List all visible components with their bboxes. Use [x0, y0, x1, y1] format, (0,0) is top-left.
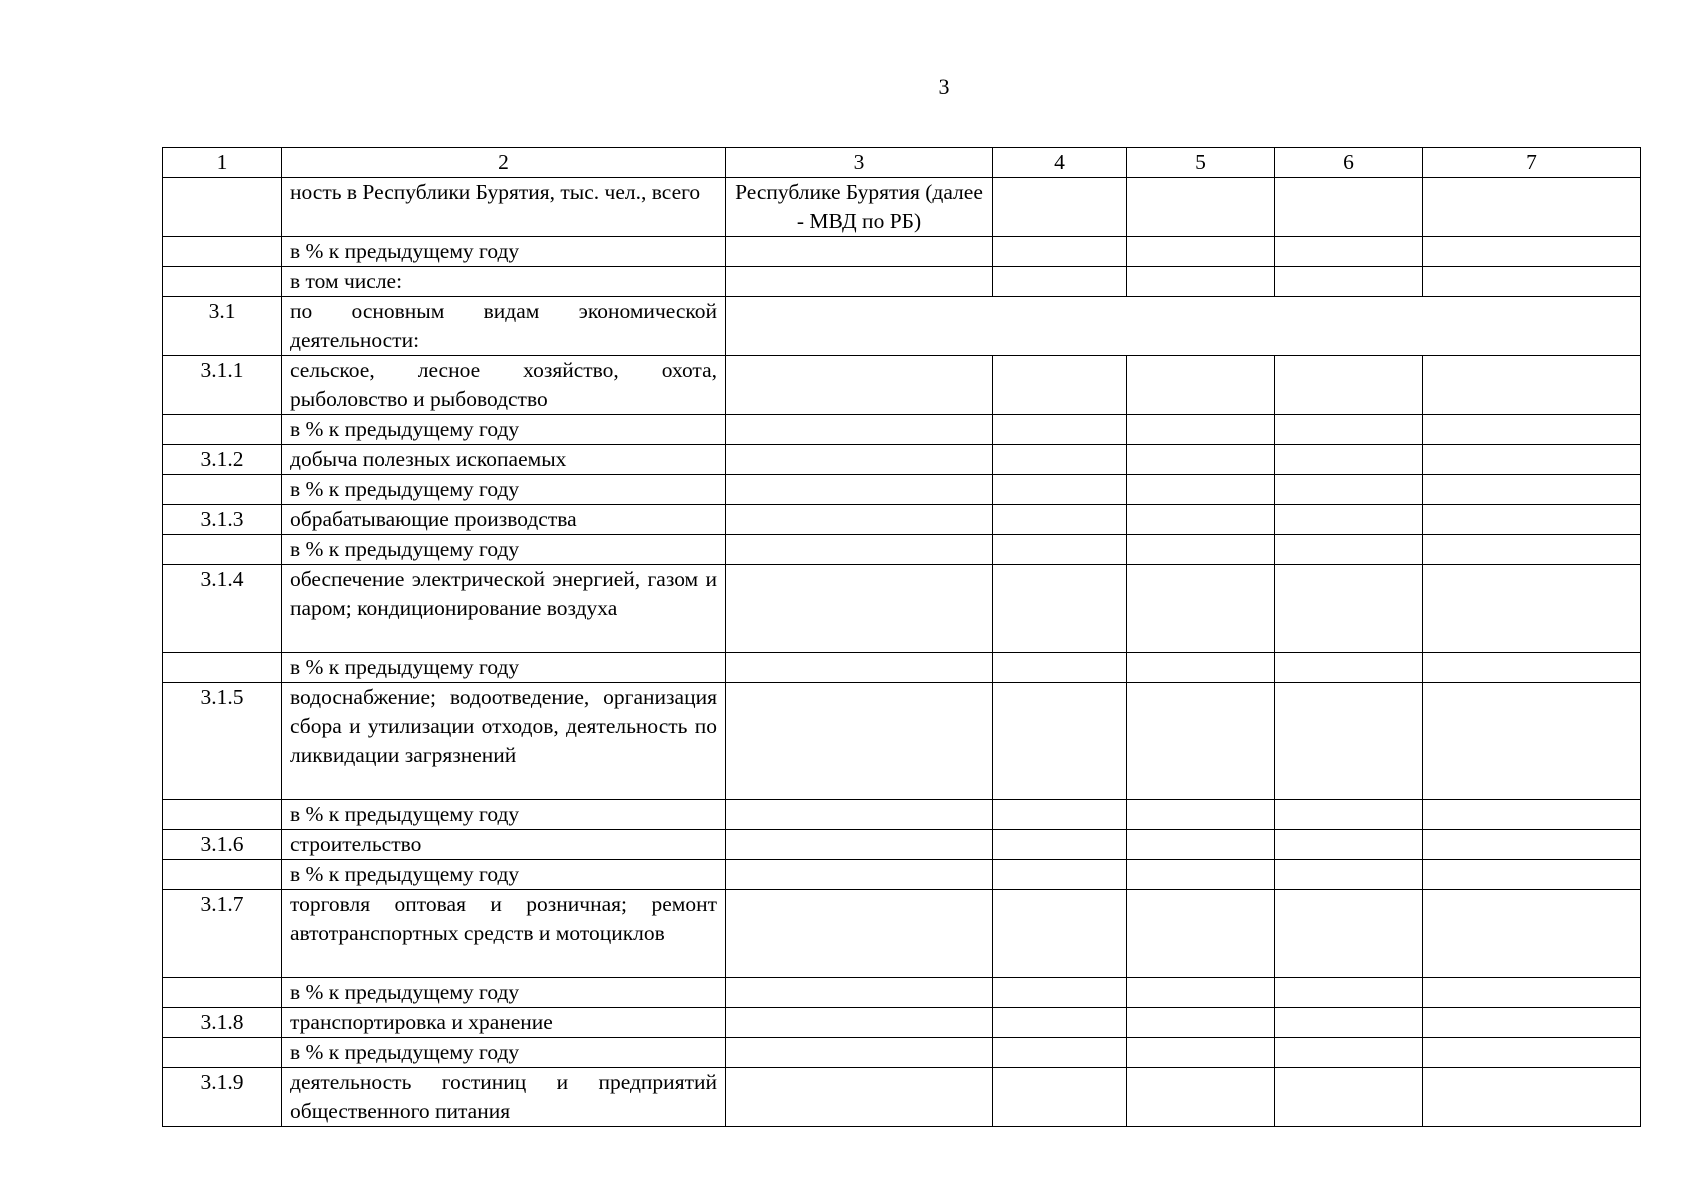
- value-cell-col-5: [1127, 237, 1275, 267]
- value-cell-col-6: [1275, 505, 1423, 535]
- value-cell-col-5: [1127, 653, 1275, 683]
- value-cell-col-7: [1423, 267, 1641, 297]
- row-number-cell: [163, 978, 282, 1008]
- value-cell-col-5: [1127, 1038, 1275, 1068]
- executor-cell: [726, 1038, 993, 1068]
- executor-cell: [726, 653, 993, 683]
- page-number: 3: [938, 74, 950, 99]
- row-number-cell: 3.1.7: [163, 890, 282, 978]
- table-row: [163, 1038, 1641, 1068]
- value-cell-col-7: [1423, 860, 1641, 890]
- value-cell-col-7: [1423, 565, 1641, 653]
- value-cell-col-5: [1127, 978, 1275, 1008]
- value-cell-col-6: [1275, 535, 1423, 565]
- value-cell-col-6: [1275, 445, 1423, 475]
- value-cell-col-4: [993, 415, 1127, 445]
- indicator-name-cell: водоснабжение; водоотведение, организация сбора и утилизации отходов, деятельность по ликвидации загрязнений: [282, 683, 726, 800]
- value-cell-col-4: [993, 830, 1127, 860]
- row-number-cell: 3.1: [163, 297, 282, 356]
- indicator-name-cell: в % к предыдущему году: [282, 800, 726, 830]
- table-body: [163, 148, 1641, 1127]
- value-cell-col-7: [1423, 356, 1641, 415]
- value-cell-col-5: [1127, 565, 1275, 653]
- indicator-name-cell: сельское, лесное хозяйство, охота, рыболовство и рыбоводство: [282, 356, 726, 415]
- value-cell-col-4: [993, 890, 1127, 978]
- indicator-name-cell: в % к предыдущему году: [282, 415, 726, 445]
- row-number-cell: 3.1.9: [163, 1068, 282, 1127]
- executor-cell: [726, 1008, 993, 1038]
- indicator-name-cell: в том числе:: [282, 267, 726, 297]
- value-cell-col-7: [1423, 237, 1641, 267]
- row-number-cell: 3.1.6: [163, 830, 282, 860]
- indicator-name-cell: в % к предыдущему году: [282, 978, 726, 1008]
- value-cell-col-5: [1127, 1008, 1275, 1038]
- indicators-table: [162, 147, 1641, 1127]
- value-cell-col-4: [993, 178, 1127, 237]
- row-number-cell: [163, 415, 282, 445]
- row-number-cell: [163, 267, 282, 297]
- value-cell-col-7: [1423, 475, 1641, 505]
- table-row: [163, 978, 1641, 1008]
- table-row: [163, 535, 1641, 565]
- value-cell-col-6: [1275, 356, 1423, 415]
- value-cell-col-6: [1275, 860, 1423, 890]
- table-row: [163, 475, 1641, 505]
- value-cell-col-7: [1423, 800, 1641, 830]
- executor-cell: [726, 978, 993, 1008]
- value-cell-col-7: [1423, 890, 1641, 978]
- value-cell-col-6: [1275, 1038, 1423, 1068]
- value-cell-col-5: [1127, 475, 1275, 505]
- column-header: 6: [1275, 148, 1423, 178]
- value-cell-col-4: [993, 1038, 1127, 1068]
- value-cell-col-5: [1127, 683, 1275, 800]
- indicator-name-cell: в % к предыдущему году: [282, 535, 726, 565]
- value-cell-col-7: [1423, 978, 1641, 1008]
- value-cell-col-7: [1423, 1008, 1641, 1038]
- value-cell-col-5: [1127, 860, 1275, 890]
- executor-cell: [726, 445, 993, 475]
- value-cell-col-5: [1127, 356, 1275, 415]
- value-cell-col-7: [1423, 535, 1641, 565]
- value-cell-col-6: [1275, 1068, 1423, 1127]
- column-header: 7: [1423, 148, 1641, 178]
- executor-cell: [726, 535, 993, 565]
- value-cell-col-4: [993, 978, 1127, 1008]
- row-number-cell: [163, 653, 282, 683]
- column-header: 5: [1127, 148, 1275, 178]
- column-header: 3: [726, 148, 993, 178]
- indicator-name-cell: в % к предыдущему году: [282, 475, 726, 505]
- value-cell-col-6: [1275, 653, 1423, 683]
- table-row: [163, 1068, 1641, 1127]
- value-cell-col-7: [1423, 1068, 1641, 1127]
- indicator-name-cell: в % к предыдущему году: [282, 653, 726, 683]
- value-cell-col-7: [1423, 1038, 1641, 1068]
- executor-cell: [726, 565, 993, 653]
- value-cell-col-4: [993, 505, 1127, 535]
- row-number-cell: 3.1.4: [163, 565, 282, 653]
- indicator-name-cell: в % к предыдущему году: [282, 237, 726, 267]
- column-header: 1: [163, 148, 282, 178]
- column-header: 2: [282, 148, 726, 178]
- value-cell-col-5: [1127, 800, 1275, 830]
- value-cell-col-6: [1275, 978, 1423, 1008]
- value-cell-col-5: [1127, 445, 1275, 475]
- executor-cell: [726, 415, 993, 445]
- value-cell-col-7: [1423, 653, 1641, 683]
- table-row: [163, 178, 1641, 237]
- column-header-row: [163, 148, 1641, 178]
- value-cell-col-6: [1275, 237, 1423, 267]
- value-cell-col-4: [993, 1068, 1127, 1127]
- executor-cell: [726, 267, 993, 297]
- row-number-cell: [163, 1038, 282, 1068]
- indicator-name-cell: торговля оптовая и розничная; ремонт автотранспортных средств и мотоциклов: [282, 890, 726, 978]
- row-number-cell: [163, 475, 282, 505]
- value-cell-col-5: [1127, 890, 1275, 978]
- table-row: [163, 297, 1641, 356]
- executor-cell: [726, 800, 993, 830]
- value-cell-col-7: [1423, 505, 1641, 535]
- value-cell-col-4: [993, 653, 1127, 683]
- value-cell-col-5: [1127, 415, 1275, 445]
- value-cell-col-4: [993, 267, 1127, 297]
- table-row: [163, 800, 1641, 830]
- table-row: [163, 356, 1641, 415]
- value-cell-col-6: [1275, 267, 1423, 297]
- executor-cell: [726, 356, 993, 415]
- value-cell-col-5: [1127, 267, 1275, 297]
- row-number-cell: 3.1.8: [163, 1008, 282, 1038]
- executor-cell: [726, 237, 993, 267]
- table-row: [163, 237, 1641, 267]
- value-cell-col-6: [1275, 1008, 1423, 1038]
- value-cell-col-6: [1275, 475, 1423, 505]
- value-cell-col-7: [1423, 830, 1641, 860]
- indicator-name-cell: транспортировка и хранение: [282, 1008, 726, 1038]
- value-cell-col-4: [993, 445, 1127, 475]
- row-number-cell: [163, 800, 282, 830]
- value-cell-col-5: [1127, 178, 1275, 237]
- table-row: [163, 415, 1641, 445]
- value-cell-col-6: [1275, 178, 1423, 237]
- executor-cell: [726, 860, 993, 890]
- value-cell-col-4: [993, 535, 1127, 565]
- indicator-name-cell: в % к предыдущему году: [282, 1038, 726, 1068]
- value-cell-col-4: [993, 565, 1127, 653]
- value-cell-col-6: [1275, 565, 1423, 653]
- indicator-name-cell: обрабатывающие производства: [282, 505, 726, 535]
- indicator-name-cell: обеспечение электрической энергией, газом и паром; кондиционирование воздуха: [282, 565, 726, 653]
- executor-cell: [726, 475, 993, 505]
- value-cell-col-4: [993, 683, 1127, 800]
- value-cell-col-4: [993, 237, 1127, 267]
- value-cell-col-4: [993, 475, 1127, 505]
- table-row: [163, 505, 1641, 535]
- table-row: [163, 445, 1641, 475]
- value-cell-col-6: [1275, 800, 1423, 830]
- row-number-cell: [163, 535, 282, 565]
- value-cell-col-6: [1275, 830, 1423, 860]
- merged-empty-cell: [726, 297, 1641, 356]
- row-number-cell: 3.1.3: [163, 505, 282, 535]
- value-cell-col-5: [1127, 830, 1275, 860]
- executor-cell: [726, 683, 993, 800]
- value-cell-col-6: [1275, 415, 1423, 445]
- value-cell-col-7: [1423, 178, 1641, 237]
- indicator-name-cell: по основным видам экономической деятельности:: [282, 297, 726, 356]
- table-row: [163, 1008, 1641, 1038]
- indicator-name-cell: деятельность гостиниц и предприятий общественного питания: [282, 1068, 726, 1127]
- row-number-cell: [163, 237, 282, 267]
- indicator-name-cell: ность в Республики Бурятия, тыс. чел., всего: [282, 178, 726, 237]
- value-cell-col-4: [993, 1008, 1127, 1038]
- value-cell-col-4: [993, 860, 1127, 890]
- executor-cell: Республике Бурятия (далее - МВД по РБ): [726, 178, 993, 237]
- executor-cell: [726, 505, 993, 535]
- value-cell-col-5: [1127, 535, 1275, 565]
- value-cell-col-5: [1127, 1068, 1275, 1127]
- value-cell-col-5: [1127, 505, 1275, 535]
- executor-cell: [726, 830, 993, 860]
- executor-cell: [726, 1068, 993, 1127]
- value-cell-col-7: [1423, 445, 1641, 475]
- table-row: [163, 267, 1641, 297]
- table-row: [163, 830, 1641, 860]
- executor-cell: [726, 890, 993, 978]
- value-cell-col-6: [1275, 890, 1423, 978]
- row-number-cell: 3.1.2: [163, 445, 282, 475]
- indicator-name-cell: строительство: [282, 830, 726, 860]
- value-cell-col-6: [1275, 683, 1423, 800]
- value-cell-col-7: [1423, 683, 1641, 800]
- indicator-name-cell: добыча полезных ископаемых: [282, 445, 726, 475]
- column-header: 4: [993, 148, 1127, 178]
- table-row: [163, 565, 1641, 653]
- table-row: [163, 653, 1641, 683]
- value-cell-col-4: [993, 356, 1127, 415]
- indicator-name-cell: в % к предыдущему году: [282, 860, 726, 890]
- row-number-cell: 3.1.1: [163, 356, 282, 415]
- value-cell-col-4: [993, 800, 1127, 830]
- row-number-cell: [163, 178, 282, 237]
- value-cell-col-7: [1423, 415, 1641, 445]
- row-number-cell: [163, 860, 282, 890]
- row-number-cell: 3.1.5: [163, 683, 282, 800]
- table-row: [163, 683, 1641, 800]
- table-row: [163, 890, 1641, 978]
- table-row: [163, 860, 1641, 890]
